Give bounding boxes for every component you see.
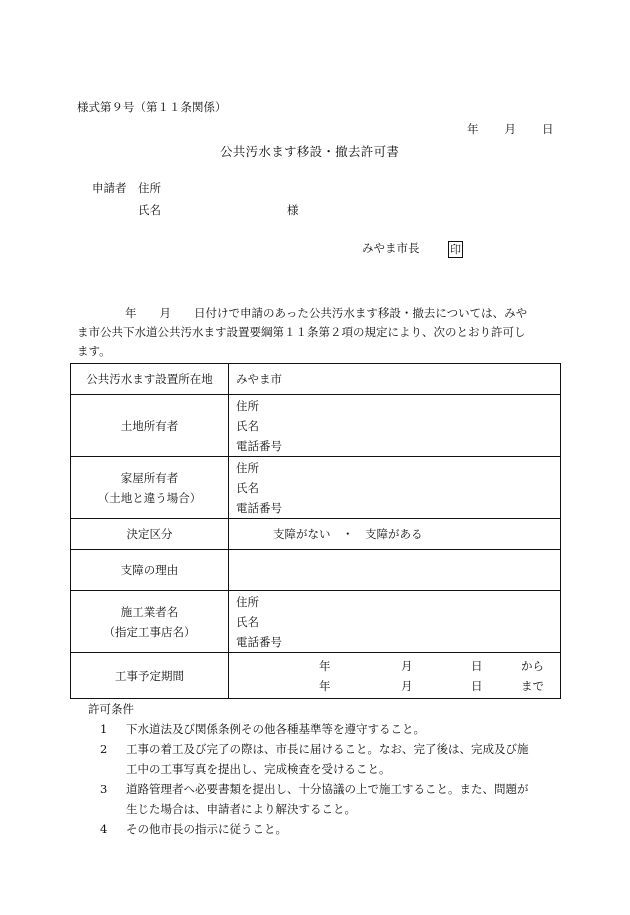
permit-table (70, 363, 561, 699)
house-owner-label-line: 家屋所有者 (120, 470, 179, 485)
table-row (71, 519, 561, 550)
body-line: 年 月 日付けで申請のあった公共汚水ます移設・撤去については、みや (125, 306, 528, 320)
date-year-label: 年 (467, 122, 479, 136)
period-day: 日 (471, 658, 483, 673)
condition-text: 道路管理者へ必要書類を提出し、十分協議の上で施工すること。また、問題が (126, 782, 529, 796)
document-title: 公共汚水ます移設・撤去許可書 (220, 144, 400, 159)
date-month-label: 月 (504, 122, 516, 136)
land-owner-fields (229, 395, 561, 457)
condition-text: 下水道法及び関係条例その他各種基準等を遵守すること。 (126, 722, 425, 736)
applicant-name-label: 氏名 (138, 203, 161, 217)
phone-field-label: 電話番号 (236, 438, 282, 453)
period-month: 月 (401, 658, 413, 673)
condition-text: その他市長の指示に従うこと。 (126, 822, 287, 836)
location-value: みやま市 (229, 364, 561, 395)
period-from: から (521, 658, 544, 673)
form-number: 様式第９号（第１１条関係） (77, 100, 227, 114)
period-month: 月 (401, 678, 413, 693)
condition-item (88, 819, 568, 839)
condition-item (88, 719, 568, 739)
condition-number: 3 (100, 782, 108, 796)
period-from-row (229, 656, 560, 676)
period-to: まで (521, 678, 544, 693)
date-line (467, 124, 554, 136)
condition-text: 工事の着工及び完了の際は、市長に届けること。なお、完了後は、完成及び施 (126, 742, 529, 756)
condition-text: 生じた場合は、申請者により解決すること。 (126, 802, 356, 816)
address-field-label: 住所 (236, 594, 259, 609)
seal-text: 印 (450, 243, 461, 256)
table-row (71, 364, 561, 395)
decision-label: 決定区分 (71, 519, 229, 550)
contractor-fields (229, 591, 561, 653)
period-value (229, 653, 561, 699)
name-field-label: 氏名 (236, 418, 259, 433)
land-owner-label: 土地所有者 (71, 395, 229, 457)
body-paragraph (77, 304, 561, 361)
table-row (71, 457, 561, 519)
house-owner-label (71, 457, 229, 519)
table-row (71, 653, 561, 699)
period-day: 日 (471, 678, 483, 693)
house-owner-label-note: （土地と違う場合） (97, 490, 202, 505)
body-line: ま市公共下水道公共汚水ます設置要綱第１１条第２項の規定により、次のとおり許可し (77, 325, 526, 339)
contractor-label-note: （指定工事店名） (103, 624, 196, 639)
table-row (71, 591, 561, 653)
name-field-label: 氏名 (236, 614, 259, 629)
period-to-row (229, 676, 560, 696)
contractor-label-line: 施工業者名 (120, 604, 179, 619)
honorific: 様 (287, 203, 299, 217)
house-owner-fields (229, 457, 561, 519)
contractor-label (71, 591, 229, 653)
phone-field-label: 電話番号 (236, 634, 282, 649)
condition-item (88, 779, 568, 819)
condition-number: 2 (100, 742, 108, 756)
issuer-name: みやま市長 (362, 241, 420, 255)
applicant-label: 申請者 (92, 181, 127, 195)
table-row (71, 395, 561, 457)
address-field-label: 住所 (236, 460, 259, 475)
condition-number: 1 (100, 722, 108, 736)
date-day-label: 日 (542, 122, 554, 136)
applicant-address-label: 住所 (138, 181, 161, 195)
period-year: 年 (319, 658, 331, 673)
location-label: 公共汚水ます設置所在地 (71, 364, 229, 395)
conditions-heading: 許可条件 (88, 702, 134, 716)
reason-label: 支障の理由 (71, 550, 229, 591)
address-field-label: 住所 (236, 398, 259, 413)
body-line: ます。 (77, 344, 111, 358)
name-field-label: 氏名 (236, 480, 259, 495)
condition-number: 4 (100, 822, 108, 836)
condition-item (88, 739, 568, 779)
permit-conditions (88, 700, 568, 839)
seal-mark (448, 241, 463, 258)
reason-value (229, 550, 561, 591)
period-year: 年 (319, 678, 331, 693)
period-label: 工事予定期間 (71, 653, 229, 699)
condition-text: 工中の工事写真を提出し、完成検査を受けること。 (126, 762, 391, 776)
decision-value: 支障がない ・ 支障がある (229, 519, 561, 550)
table-row (71, 550, 561, 591)
phone-field-label: 電話番号 (236, 500, 282, 515)
